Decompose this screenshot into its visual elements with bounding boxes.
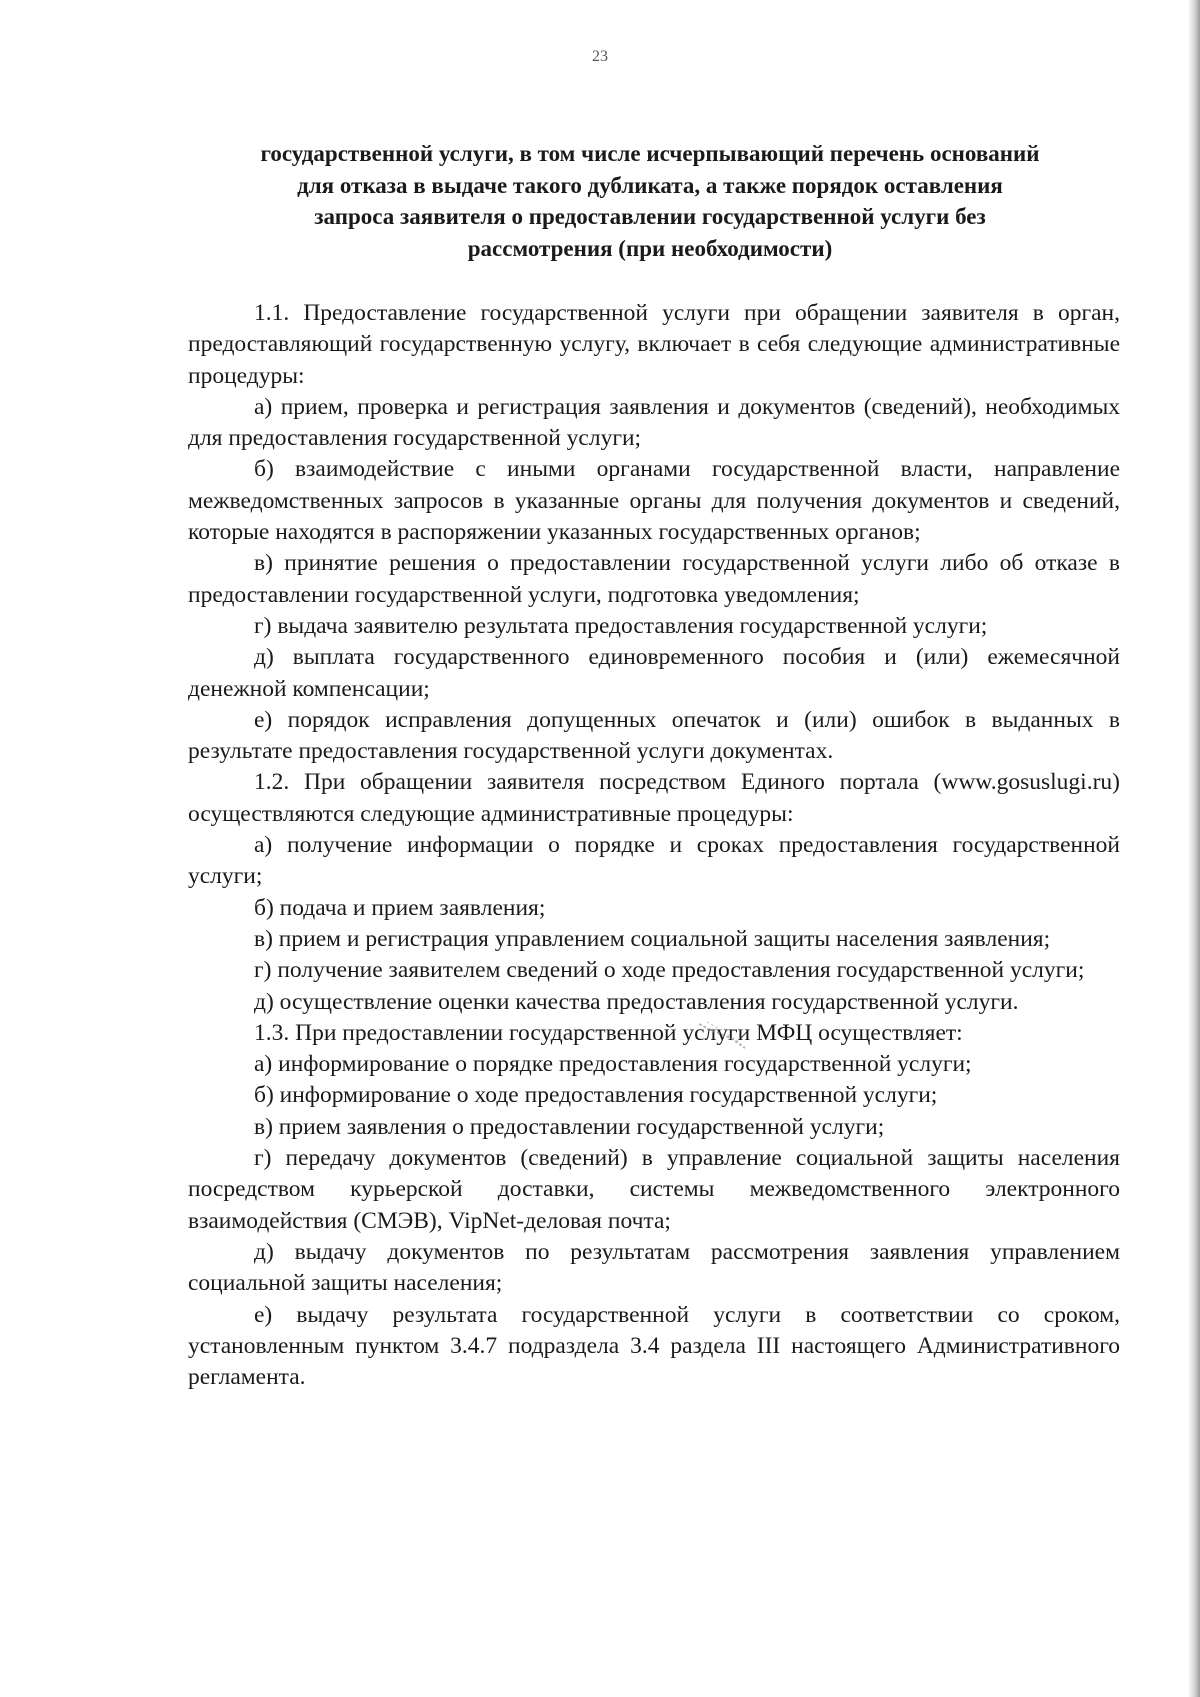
paragraph-1-3-intro: 1.3. При предоставлении государственной услуги МФЦ осуществляет: — [254, 1019, 963, 1046]
list-item-1-2-d: д) осуществление оценки качества предоставления государственной услуги. — [254, 988, 1019, 1015]
section-heading — [180, 138, 1120, 264]
list-item-1-3-b: б) информирование о ходе предоставления государственной услуги; — [254, 1082, 938, 1109]
document-body — [188, 298, 1120, 1393]
scan-page-edge — [1188, 0, 1200, 1697]
list-item-1-1-b: б) взаимодействие с иными органами государственной власти, направление межведомственных запросов в указанные органы для получения документов и сведений, которые находятся в распоряжении указанных государственных органов; — [188, 456, 1120, 546]
heading-line: для отказа в выдаче такого дубликата, а также порядок оставления — [297, 172, 1003, 198]
heading-line: запроса заявителя о предоставлении государственной услуги без — [314, 204, 986, 229]
heading-line: рассмотрения (при необходимости) — [467, 235, 833, 261]
paragraph-1-1-intro: 1.1. Предоставление государственной услуги при обращении заявителя в орган, предоставляющий государственную услугу, включает в себя следующие административные процедуры: — [188, 300, 1120, 389]
heading-line: государственной услуги, в том числе исчерпывающий перечень оснований — [260, 141, 1040, 166]
list-item-1-1-v: в) принятие решения о предоставлении государственной услуги либо об отказе в предоставлении государственной услуги, подготовка уведомления; — [188, 550, 1120, 608]
page-number: 23 — [592, 48, 608, 65]
list-item-1-3-g: г) передачу документов (сведений) в управление социальной защиты населения посредством курьерской доставки, системы межведомственного электронного взаимодействия (СМЭВ), VipNet-деловая почта; — [188, 1145, 1120, 1234]
list-item-1-3-a: а) информирование о порядке предоставления государственной услуги; — [254, 1051, 972, 1078]
paragraph-1-2-intro: 1.2. При обращении заявителя посредством Единого портала (www.gosuslugi.ru) осуществляются следующие административные процедуры: — [188, 769, 1120, 827]
list-item-1-2-b: б) подача и прием заявления; — [254, 894, 546, 921]
list-item-1-1-d: д) выплата государственного единовременного пособия и (или) ежемесячной денежной компенсации; — [188, 644, 1120, 702]
list-item-1-2-v: в) прием и регистрация управлением социальной защиты населения заявления; — [254, 925, 1051, 952]
list-item-1-3-e: е) выдачу результата государственной услуги в соответствии со сроком, установленным пунктом 3.4.7 подраздела 3.4 раздела III настоящего Административного регламента. — [188, 1301, 1120, 1391]
list-item-1-2-g: г) получение заявителем сведений о ходе предоставления государственной услуги; — [254, 957, 1085, 984]
list-item-1-3-v: в) прием заявления о предоставлении государственной услуги; — [254, 1113, 885, 1140]
list-item-1-1-a: а) прием, проверка и регистрация заявления и документов (сведений), необходимых для предоставления государственной услуги; — [188, 393, 1120, 452]
list-item-1-1-e: е) порядок исправления допущенных опечаток и (или) ошибок в выданных в результате предоставления государственной услуги документах. — [188, 706, 1120, 765]
scan-artifact-mark — [695, 1018, 751, 1052]
list-item-1-3-d: д) выдачу документов по результатам рассмотрения заявления управлением социальной защиты населения; — [188, 1238, 1120, 1297]
list-item-1-1-g: г) выдача заявителю результата предоставления государственной услуги; — [254, 612, 988, 639]
list-item-1-2-a: а) получение информации о порядке и сроках предоставления государственной услуги; — [188, 832, 1120, 890]
